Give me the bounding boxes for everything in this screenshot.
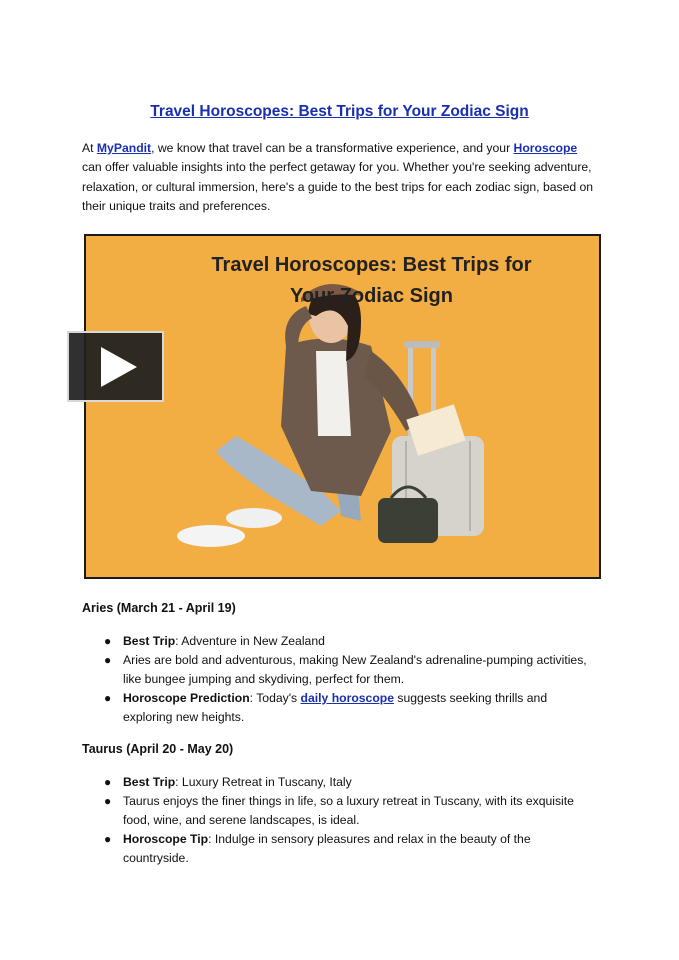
list-item [82,830,597,868]
list-item [82,651,597,689]
horoscope-link[interactable]: Horoscope [513,141,578,155]
item-text: Taurus enjoys the finer things in life, so a luxury retreat in Tuscany, with its exquisite food, wine, and serene landscapes, is ideal. [123,794,574,827]
item-label: Horoscope Prediction [123,691,250,705]
intro-rest: can offer valuable insights into the perfect getaway for you. Whether you're seeking adventure, relaxation, or cultural immersion, here's a guide to the best trips for each zodiac sign, based on their unique traits and preferences. [82,160,594,213]
list-item [82,773,597,792]
item-label: Best Trip [123,775,176,789]
intro-paragraph [82,139,597,216]
hero-title-line-1: Travel Horoscopes: Best Trips for [211,254,532,276]
item-text: : Indulge in sensory pleasures and relax in the beauty of the countryside. [123,832,531,865]
intro-mid: , we know that travel can be a transformative experience, and your [151,141,514,155]
bullet-icon: ● [104,691,112,705]
taurus-list [82,773,597,868]
item-text: Aries are bold and adventurous, making New Zealand's adrenaline-pumping activities, like bungee jumping and skydiving, perfect for them. [123,653,587,686]
list-item [82,792,597,830]
play-button[interactable] [67,331,164,402]
bullet-icon: ● [104,832,112,846]
item-text: : Today's [249,691,301,705]
list-item [82,689,597,727]
section-heading-taurus: Taurus (April 20 - May 20) [82,742,234,756]
item-label: Horoscope Tip [123,832,209,846]
page-title[interactable]: Travel Horoscopes: Best Trips for Your Zodiac Sign [150,103,529,120]
hero-title [86,250,599,312]
bullet-icon: ● [104,653,112,667]
daily-horoscope-link[interactable]: daily horoscope [300,691,394,705]
item-text: : Adventure in New Zealand [175,634,325,648]
item-text: : Luxury Retreat in Tuscany, Italy [175,775,352,789]
hero-image [84,234,601,579]
list-item [82,632,597,651]
play-icon [99,345,139,389]
item-text: suggests seeking thrills and exploring new heights. [123,691,548,724]
bullet-icon: ● [104,775,112,789]
mypandit-link[interactable]: MyPandit [96,141,152,155]
intro-prefix: At [82,141,97,155]
bullet-icon: ● [104,794,112,808]
aries-list [82,632,597,727]
bullet-icon: ● [104,634,112,648]
section-heading-aries: Aries (March 21 - April 19) [82,601,236,615]
hero-title-line-2: Your Zodiac Sign [290,285,453,307]
item-label: Best Trip [123,634,176,648]
